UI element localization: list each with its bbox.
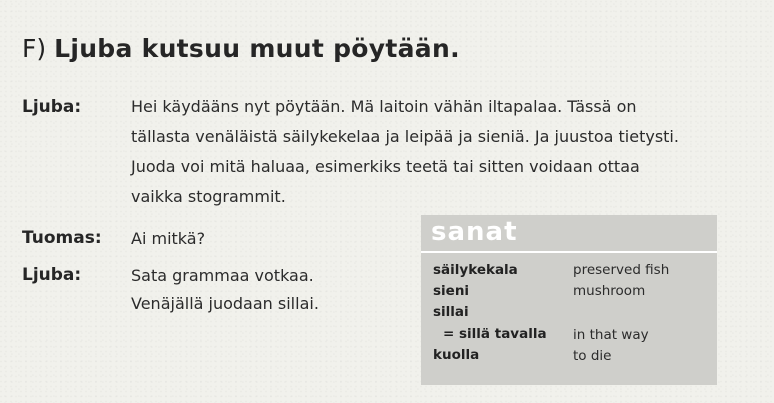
section-title: Ljuba kutsuu muut pöytään.: [54, 34, 460, 63]
vocab-term: kuolla: [433, 347, 480, 363]
dialogue-line: Juoda voi mitä haluaa, esimerkiks teetä tai sitten voidaan ottaa: [131, 157, 640, 176]
vocab-definition: to die: [573, 348, 612, 364]
vocabulary-divider: [421, 251, 717, 253]
speaker-label: Ljuba:: [22, 97, 82, 117]
vocab-term: = sillä tavalla: [443, 326, 547, 342]
dialogue-line: Ai mitkä?: [131, 229, 206, 248]
vocab-term: sieni: [433, 283, 470, 299]
dialogue-line: vaikka stogrammit.: [131, 187, 286, 206]
vocab-definition: preserved fish: [573, 262, 670, 278]
dialogue-line: tällasta venäläistä säilykekelaa ja leipää ja sieniä. Ja juustoa tietysti.: [131, 127, 679, 146]
vocab-definition: mushroom: [573, 283, 646, 299]
vocabulary-title: sanat: [431, 217, 518, 247]
vocab-term: sillai: [433, 304, 469, 320]
dialogue-line: Hei käydääns nyt pöytään. Mä laitoin vähän iltapalaa. Tässä on: [131, 97, 637, 116]
speaker-label: Ljuba:: [22, 265, 82, 285]
dialogue-line: Venäjällä juodaan sillai.: [131, 294, 319, 313]
vocab-definition: in that way: [573, 327, 649, 343]
section-heading: [22, 34, 460, 64]
section-letter: F): [22, 34, 47, 63]
vocab-term: säilykekala: [433, 262, 518, 278]
speaker-label: Tuomas:: [22, 228, 102, 248]
vocabulary-box: [421, 215, 717, 385]
dialogue-line: Sata grammaa votkaa.: [131, 266, 314, 285]
